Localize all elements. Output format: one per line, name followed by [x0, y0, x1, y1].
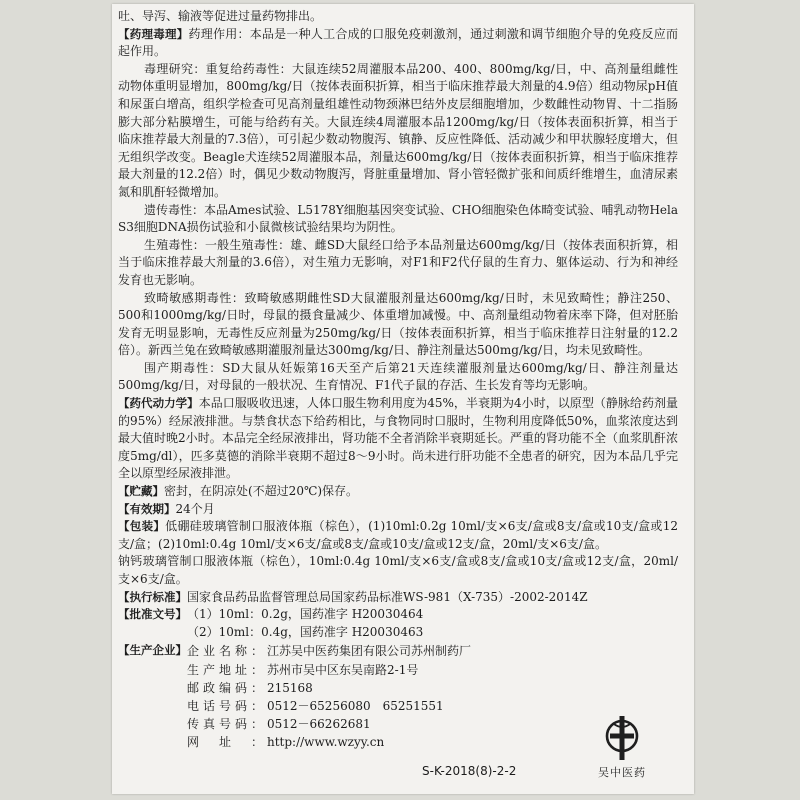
- intro-line: 吐、导泻、输液等促进过量药物排出。: [118, 9, 323, 23]
- tox-repeat-dose: 毒理研究：重复给药毒性：大鼠连续52周灌服本品200、400、800mg/kg/日，中、高剂量组雌性动物体重明显增加，800mg/kg/日（按体表面积折算，相当于临床推荐最大剂量的4.9倍）组动物尿pH值和尿蛋白增高，组织学检查可见高剂量组雄性动物颈淋巴结外皮层细胞增加，少数雌性动物胃、十二指肠膨大部分粘膜增生，可能与给药有关。大鼠连续4周灌服本品1200mg/kg/日（按体表面积折算，相当于临床推荐最大剂量的7.3倍），可引起少数动物腹泻、镇静、反应性降低、活动减少和甲状腺轻度增大，但无组织学改变。Beagle犬连续52周灌服本品，剂量达600mg/kg/日（按体表面积折算，相当于临床推荐最大剂量的12.2倍）时，偶见少数动物腹泻，肾脏重量增加、肾小管轻微扩张和间质纤维增生，血清尿素氮和肌酐轻微增加。: [118, 61, 678, 199]
- manufacturer-row-name: [187, 642, 471, 660]
- storage-tag: 【贮藏】: [118, 484, 164, 499]
- approval-tag: 【批准文号】: [118, 607, 187, 622]
- logo-text: 吴中医药: [598, 766, 646, 779]
- manufacturer-postcode-label: 邮政编码：: [187, 680, 263, 695]
- approval-line-1: （1）10ml：0.2g，国药准字 H20030464: [187, 607, 424, 622]
- tox-reproductive: 生殖毒性：一般生殖毒性：雄、雌SD大鼠经口给予本品剂量达600mg/kg/日（按体表面积折算，相当于临床推荐最大剂量的3.6倍），对生殖力无影响，对F1和F2代仔鼠的生育力、躯体运动、行为和神经发育也无影响。: [118, 237, 678, 287]
- validity-tag: 【有效期】: [118, 501, 176, 516]
- manufacturer-fax-label: 传真号码：: [187, 717, 263, 732]
- storage-text: 密封，在阴凉处(不超过20℃)保存。: [164, 484, 359, 499]
- manufacturer-address-value: 苏州市吴中区东吴南路2-1号: [267, 662, 419, 677]
- manufacturer-name-value: 江苏吴中医药集团有限公司苏州制药厂: [267, 644, 472, 659]
- pharmacokinetics-section: [118, 395, 678, 483]
- manufacturer-fax-value: 0512－66262681: [267, 717, 371, 732]
- document-code: S-K-2018(8)-2-2: [422, 764, 517, 778]
- standard-text: 国家食品药品监督管理总局国家药品标准WS-981（X-735）-2002-2014Z: [187, 589, 588, 604]
- manufacturer-name-label: 企业名称：: [187, 644, 263, 659]
- company-logo: [594, 714, 650, 780]
- validity-text: 24个月: [175, 501, 215, 516]
- manufacturer-phone-value: 0512－65256080 65251551: [267, 698, 444, 713]
- standard-section: [118, 589, 678, 607]
- pharmacology-tag: 【药理毒理】: [118, 26, 189, 41]
- validity-section: [118, 501, 678, 519]
- manufacturer-tag: 【生产企业】: [118, 643, 187, 658]
- package-tag: 【包装】: [118, 519, 166, 534]
- manufacturer-postcode-value: 215168: [267, 680, 313, 695]
- tox-perinatal: 围产期毒性：SD大鼠从妊娠第16天至产后第21天连续灌服剂量达600mg/kg/日、静注剂量达500mg/kg/日，对母鼠的一般状况、生育情况、F1代子鼠的存活、生长发育等均无影响。: [118, 360, 678, 393]
- tox-teratogenic: 致畸敏感期毒性：致畸敏感期雌性SD大鼠灌服剂量达600mg/kg/日时，未见致畸性；静注250、500和1000mg/kg/日时，母鼠的摄食量减少、体重增加减慢。中、高剂量组动物着床率下降，但对胚胎发育无明显影响，无毒性反应剂量为250mg/kg/日（按体表面积折算，相当于临床推荐日注射量的12.2倍）。新西兰兔在致畸敏感期灌服剂量达300mg/kg/日、静注剂量达500mg/kg/日，均未见致畸性。: [118, 290, 678, 358]
- approval-section: [118, 606, 678, 641]
- manufacturer-website-label: 网址：: [187, 735, 263, 750]
- manufacturer-row-website: [187, 733, 471, 751]
- leaflet-content: [118, 8, 678, 752]
- tox-genetic: 遗传毒性：本品Ames试验、L5178Y细胞基因突变试验、CHO细胞染色体畸变试验、哺乳动物Hela S3细胞DNA损伤试验和小鼠微核试验结果均为阴性。: [118, 202, 678, 235]
- manufacturer-phone-label: 电话号码：: [187, 698, 263, 713]
- wuzhong-cross-logo-icon: [602, 714, 642, 762]
- package-text-2: 钠钙玻璃管制口服液体瓶（棕色），10ml:0.4g 10ml/支×6支/盒或8支/盒或10支/盒或12支/盒，20ml/支×6支/盒。: [118, 554, 678, 586]
- package-section: [118, 518, 678, 553]
- pharmacokinetics-text: 本品口服吸收迅速，人体口服生物利用度为45%，半衰期为4小时，以原型（静脉给药剂量的95%）经尿液排泄。与禁食状态下给药相比，与食物同时口服时，生物利用度降低50%，血浆浓度达到最大值时晚2小时。本品完全经尿液排出，肾功能不全者消除半衰期延长。严重的肾功能不全（血浆肌酐浓度5mg/dl），匹多莫德的消除半衰期不超过8～9小时。尚未进行肝功能不全患者的研究，因为本品几乎完全以原型经尿液排泄。: [118, 396, 679, 481]
- manufacturer-row-address: [187, 661, 471, 679]
- storage-section: [118, 483, 678, 501]
- manufacturer-row-phone: [187, 697, 471, 715]
- manufacturer-row-fax: [187, 715, 471, 733]
- pharmacology-section: [118, 26, 678, 61]
- standard-tag: 【执行标准】: [118, 589, 187, 604]
- pharmacology-text: 药理作用：本品是一种人工合成的口服免疫刺激剂，通过刺激和调节细胞介导的免疫反应而起作用。: [118, 26, 678, 59]
- approval-line-2: （2）10ml：0.4g，国药准字 H20030463: [187, 624, 424, 639]
- pharmacokinetics-tag: 【药代动力学】: [118, 396, 199, 411]
- manufacturer-row-postcode: [187, 679, 471, 697]
- manufacturer-address-label: 生产地址：: [187, 662, 263, 677]
- manufacturer-website-value: http://www.wzyy.cn: [267, 735, 385, 750]
- package-text-1: 低硼硅玻璃管制口服液体瓶（棕色），(1)10ml:0.2g 10ml/支×6支/盒或8支/盒或10支/盒或12支/盒；(2)10ml:0.4g 10ml/支×6支/盒或8支/盒或10支/盒或12支/盒，20ml/支×6支/盒。: [118, 519, 678, 551]
